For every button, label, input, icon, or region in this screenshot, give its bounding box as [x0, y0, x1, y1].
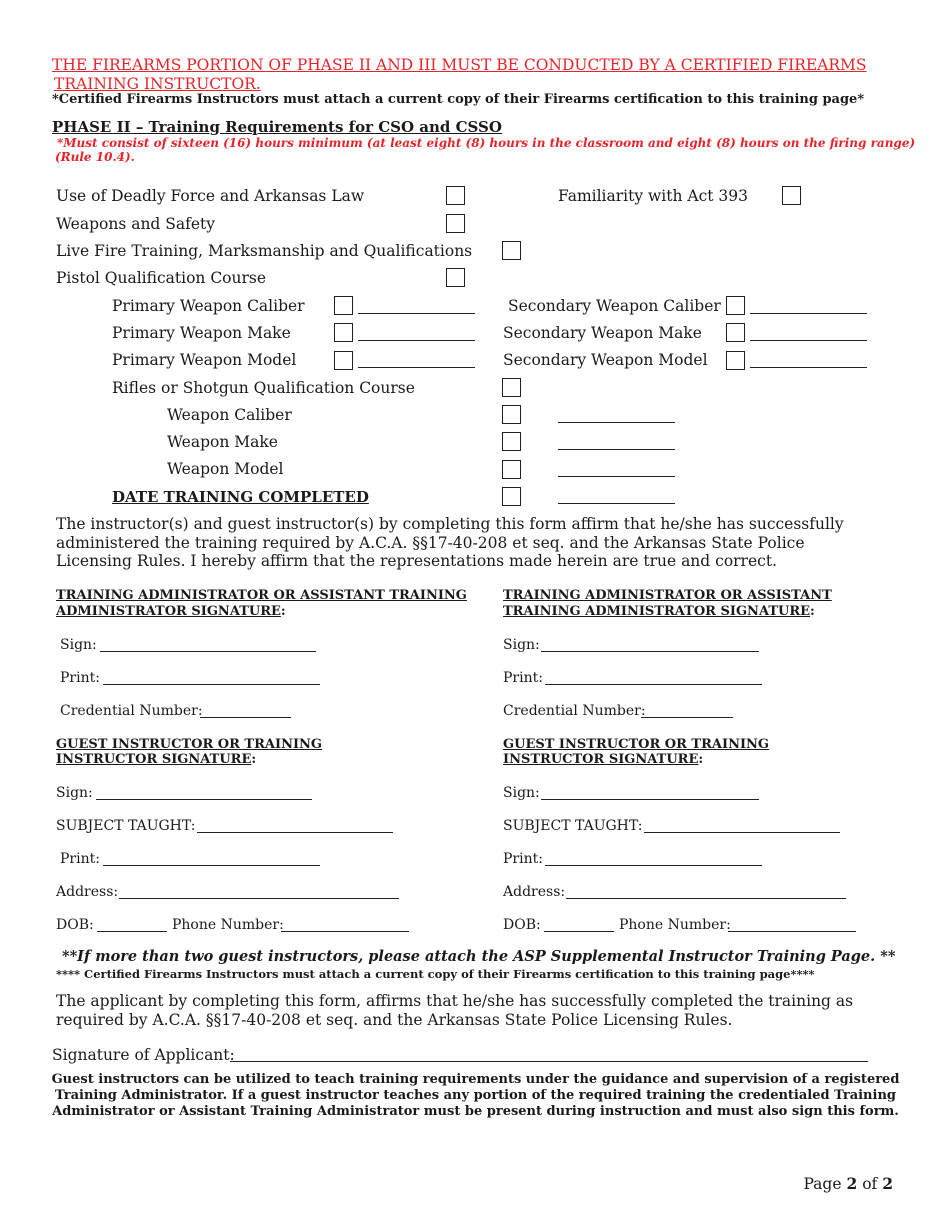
rifle-course-label: Rifles or Shotgun Qualification Course	[112, 379, 415, 397]
deadly-force-checkbox[interactable]	[446, 186, 465, 205]
guest-instructor-rule: Guest instructors can be utilized to teach training requirements under the guidance and supervision of a registered Training Administrator. If a guest instructor teaches any portion of the required training the credentialed Training Administrator or Assistant Training Administrator must be present during instruction and must also sign this form.	[51, 1072, 900, 1119]
weapon-caliber-field[interactable]	[558, 422, 675, 423]
guest-left-phone-field[interactable]	[281, 931, 409, 932]
supplemental-note: **If more than two guest instructors, please attach the ASP Supplemental Instructor Training Page. **	[62, 948, 896, 965]
guest-right-print-field[interactable]	[545, 865, 762, 866]
admin-sig-left-heading-line2	[56, 604, 286, 619]
guest-right-address-label: Address:	[503, 884, 566, 900]
admin-right-sign-label: Sign:	[503, 637, 540, 653]
secondary-model-checkbox[interactable]	[726, 351, 745, 370]
page-word: Page	[803, 1175, 842, 1193]
primary-make-field[interactable]	[358, 340, 475, 341]
guest-left-address-field[interactable]	[119, 898, 399, 899]
guest-left-print-field[interactable]	[103, 865, 320, 866]
weapon-model-label: Weapon Model	[167, 460, 284, 478]
page-total: 2	[882, 1174, 893, 1193]
live-fire-checkbox[interactable]	[502, 241, 521, 260]
guest-left-colon: :	[251, 752, 257, 767]
weapon-make-label: Weapon Make	[167, 433, 278, 451]
guest-right-heading-text: INSTRUCTOR SIGNATURE	[503, 752, 699, 767]
guest-right-subject-field[interactable]	[644, 832, 840, 833]
page-of: of	[862, 1175, 878, 1193]
admin-left-sign-field[interactable]	[100, 651, 316, 652]
firearms-notice-line1: THE FIREARMS PORTION OF PHASE II AND III MUST BE CONDUCTED BY A CERTIFIED FIREARMS	[52, 56, 867, 74]
guest-left-sign-label: Sign:	[56, 785, 93, 801]
guest-right-dob-label: DOB:	[503, 917, 541, 933]
pistol-course-checkbox[interactable]	[446, 268, 465, 287]
admin-left-credential-field[interactable]	[200, 717, 291, 718]
secondary-model-field[interactable]	[750, 367, 867, 368]
weapon-caliber-checkbox[interactable]	[502, 405, 521, 424]
secondary-model-label: Secondary Weapon Model	[503, 351, 708, 369]
firearms-notice-line2: TRAINING INSTRUCTOR.	[54, 75, 261, 93]
date-completed-field[interactable]	[558, 503, 675, 504]
date-completed-checkbox[interactable]	[502, 487, 521, 506]
guest-left-print-label: Print:	[60, 851, 100, 867]
phase2-requirement-line2: (Rule 10.4).	[55, 150, 135, 164]
admin-right-credential-label: Credential Number:	[503, 703, 646, 719]
guest-right-sign-field[interactable]	[541, 799, 759, 800]
act393-checkbox[interactable]	[782, 186, 801, 205]
admin-sig-right-colon: :	[810, 604, 815, 619]
guest-right-colon: :	[698, 752, 704, 767]
guest-left-heading-line2	[56, 752, 256, 767]
admin-right-print-field[interactable]	[545, 684, 762, 685]
instructor-affirmation: The instructor(s) and guest instructor(s) by completing this form affirm that he/she has successfully administered the training required by A.C.A. §§17-40-208 et seq. and the Arkansas State Police Licensing Rules. I hereby affirm that the representations made herein are true and correct.	[56, 515, 844, 570]
admin-sig-right-heading-line2	[503, 604, 815, 619]
primary-model-label: Primary Weapon Model	[112, 351, 297, 369]
cert-note-footer: **** Certified Firearms Instructors must attach a current copy of their Firearms certification to this training page****	[56, 967, 815, 981]
admin-left-credential-label: Credential Number:	[60, 703, 203, 719]
page-number	[803, 1174, 893, 1193]
guest-right-address-field[interactable]	[566, 898, 846, 899]
pistol-course-label: Pistol Qualification Course	[56, 269, 267, 287]
weapon-caliber-label: Weapon Caliber	[167, 406, 292, 424]
primary-make-label: Primary Weapon Make	[112, 324, 291, 342]
admin-left-print-field[interactable]	[103, 684, 320, 685]
guest-right-heading-line2	[503, 752, 703, 767]
secondary-caliber-checkbox[interactable]	[726, 296, 745, 315]
guest-right-sign-label: Sign:	[503, 785, 540, 801]
primary-make-checkbox[interactable]	[334, 323, 353, 342]
page-current: 2	[846, 1174, 858, 1193]
applicant-signature-label: Signature of Applicant:	[52, 1046, 235, 1064]
guest-right-heading-line1: GUEST INSTRUCTOR OR TRAINING	[503, 737, 770, 752]
guest-left-dob-label: DOB:	[56, 917, 94, 933]
applicant-signature-field[interactable]	[230, 1061, 868, 1062]
weapon-model-checkbox[interactable]	[502, 460, 521, 479]
secondary-make-label: Secondary Weapon Make	[503, 324, 702, 342]
guest-left-address-label: Address:	[56, 884, 119, 900]
primary-model-field[interactable]	[358, 367, 475, 368]
admin-right-sign-field[interactable]	[541, 651, 759, 652]
admin-sig-right-heading-line1: TRAINING ADMINISTRATOR OR ASSISTANT	[503, 588, 832, 603]
admin-sig-left-heading-text: ADMINISTRATOR SIGNATURE	[56, 604, 281, 619]
applicant-affirmation: The applicant by completing this form, affirms that he/she has successfully completed the training as required by A.C.A. §§17-40-208 et seq. and the Arkansas State Police Licensing Rules.	[56, 992, 854, 1029]
guest-left-phone-label: Phone Number:	[172, 917, 284, 933]
guest-right-subject-label: SUBJECT TAUGHT:	[503, 818, 643, 834]
secondary-make-checkbox[interactable]	[726, 323, 745, 342]
primary-caliber-field[interactable]	[358, 313, 475, 314]
guest-left-heading-line1: GUEST INSTRUCTOR OR TRAINING	[56, 737, 323, 752]
phase2-title: PHASE II – Training Requirements for CSO and CSSO	[52, 118, 502, 136]
weapon-make-field[interactable]	[558, 449, 675, 450]
cert-note: *Certified Firearms Instructors must attach a current copy of their Firearms certification to this training page*	[52, 92, 865, 107]
admin-left-print-label: Print:	[60, 670, 100, 686]
guest-right-phone-label: Phone Number:	[619, 917, 731, 933]
guest-right-print-label: Print:	[503, 851, 543, 867]
guest-right-phone-field[interactable]	[728, 931, 856, 932]
weapon-make-checkbox[interactable]	[502, 432, 521, 451]
guest-left-dob-field[interactable]	[97, 931, 167, 932]
guest-left-sign-field[interactable]	[96, 799, 312, 800]
live-fire-label: Live Fire Training, Marksmanship and Qualifications	[56, 242, 473, 260]
weapons-safety-checkbox[interactable]	[446, 214, 465, 233]
admin-sig-left-heading-line1: TRAINING ADMINISTRATOR OR ASSISTANT TRAINING	[56, 588, 467, 603]
weapons-safety-label: Weapons and Safety	[56, 215, 216, 233]
secondary-caliber-field[interactable]	[750, 313, 867, 314]
rifle-course-checkbox[interactable]	[502, 378, 521, 397]
date-completed-label: DATE TRAINING COMPLETED	[112, 488, 369, 506]
guest-left-subject-field[interactable]	[197, 832, 393, 833]
primary-caliber-checkbox[interactable]	[334, 296, 353, 315]
guest-right-dob-field[interactable]	[544, 931, 614, 932]
secondary-caliber-label: Secondary Weapon Caliber	[508, 297, 721, 315]
admin-right-print-label: Print:	[503, 670, 543, 686]
guest-left-heading-text: INSTRUCTOR SIGNATURE	[56, 752, 252, 767]
admin-right-credential-field[interactable]	[641, 717, 733, 718]
admin-left-sign-label: Sign:	[60, 637, 97, 653]
weapon-model-field[interactable]	[558, 476, 675, 477]
phase2-requirement-line1: *Must consist of sixteen (16) hours minimum (at least eight (8) hours in the classroom and eight (8) hours on the firing range)	[57, 136, 916, 150]
guest-left-subject-label: SUBJECT TAUGHT:	[56, 818, 196, 834]
primary-caliber-label: Primary Weapon Caliber	[112, 297, 305, 315]
act393-label: Familiarity with Act 393	[558, 187, 749, 205]
admin-sig-right-heading-text: TRAINING ADMINISTRATOR SIGNATURE	[503, 604, 811, 619]
primary-model-checkbox[interactable]	[334, 351, 353, 370]
admin-sig-left-colon: :	[280, 604, 286, 619]
secondary-make-field[interactable]	[750, 340, 867, 341]
deadly-force-label: Use of Deadly Force and Arkansas Law	[56, 187, 365, 205]
